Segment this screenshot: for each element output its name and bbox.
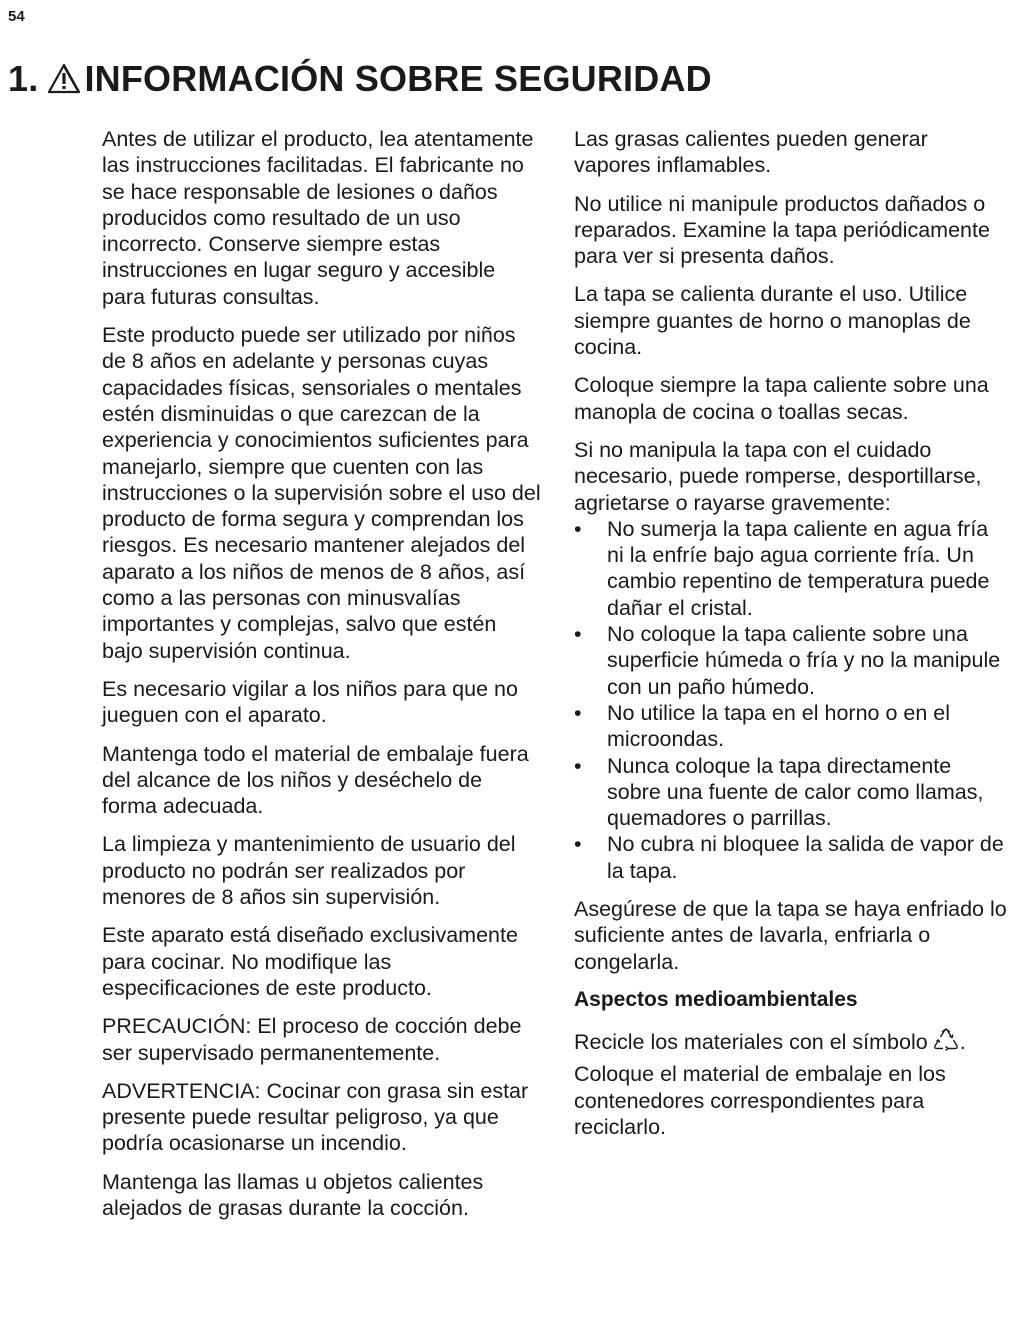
paragraph-cool-lid: Asegúrese de que la tapa se haya enfriado lo suficiente antes de lavarla, enfriarla o congelarla. — [574, 897, 1007, 974]
paragraph-packaging: Mantenga todo el material de embalaje fuera del alcance de los niños y deséchelo de forma adecuada. — [102, 741, 529, 819]
recycle-text-start: Recicle los materiales con el símbolo — [574, 1029, 928, 1054]
paragraph-hot-grease: Las grasas calientes pueden generar vapores inflamables. — [574, 127, 928, 178]
lid-care-list — [574, 516, 1010, 884]
section-title — [8, 58, 712, 100]
list-item: • Nunca coloque la tapa directamente sobre una fuente de calor como llamas, quemadores o parrillas. — [574, 753, 1010, 832]
paragraph-recycle — [574, 1027, 1010, 1140]
paragraph-place-lid: Coloque siempre la tapa caliente sobre una manopla de cocina o toallas secas. — [574, 373, 989, 424]
paragraph-caution: PRECAUCIÓN: El proceso de cocción debe ser supervisado permanentemente. — [102, 1014, 522, 1065]
list-item: • No cubra ni bloquee la salida de vapor de la tapa. — [574, 831, 1010, 884]
page-number: 54 — [8, 8, 25, 25]
right-column — [574, 126, 1010, 1152]
section-number: 1. — [8, 58, 39, 99]
paragraph-lid-heats: La tapa se calienta durante el uso. Utilice siempre guantes de horno o manoplas de cocina. — [574, 282, 971, 360]
paragraph-warning: ADVERTENCIA: Cocinar con grasa sin estar presente puede resultar peligroso, ya que podría ocasionarse un incendio. — [102, 1078, 529, 1156]
list-item: • No coloque la tapa caliente sobre una superficie húmeda o fría y no la manipule con un paño húmedo. — [574, 621, 1010, 700]
paragraph-supervise-children: Es necesario vigilar a los niños para que no jueguen con el aparato. — [102, 676, 518, 728]
paragraph-read-instructions: Antes de utilizar el producto, lea atentamente las instrucciones facilitadas. El fabricante no se hace responsable de lesiones o daños producidos como resultado de un uso incorrecto. Conserve siempre estas instrucciones en lugar seguro y accesible para futuras consultas. — [102, 127, 534, 309]
paragraph-damaged-products: No utilice ni manipule productos dañados o reparados. Examine la tapa periódicamente para ver si presenta daños. — [574, 191, 990, 269]
paragraph-flames: Mantenga las llamas u objetos calientes alejados de grasas durante la cocción. — [102, 1169, 484, 1220]
list-item: • No utilice la tapa en el horno o en el microondas. — [574, 700, 1010, 753]
left-column — [102, 126, 542, 1233]
list-item: • No sumerja la tapa caliente en agua fría ni la enfríe bajo agua corriente fría. Un cambio repentino de temperatura puede dañar el cristal. — [574, 516, 1010, 621]
section-title-text: INFORMACIÓN SOBRE SEGURIDAD — [84, 58, 712, 99]
paragraph-handle-care: Si no manipula la tapa con el cuidado necesario, puede romperse, desportillarse, agrietarse o rayarse gravemente: — [574, 437, 982, 515]
recycle-icon — [932, 1027, 960, 1061]
warning-triangle-icon — [46, 61, 82, 97]
recycle-text-end: . Coloque el material de embalaje en los contenedores correspondientes para reciclarlo. — [574, 1029, 966, 1139]
environment-heading: Aspectos medioambientales — [574, 987, 858, 1011]
paragraph-designed-for-cooking: Este aparato está diseñado exclusivamente para cocinar. No modifique las especificaciones de este producto. — [102, 923, 518, 1000]
paragraph-children-use: Este producto puede ser utilizado por niños de 8 años en adelante y personas cuyas capacidades físicas, sensoriales o mentales estén disminuidas o que carezcan de la experiencia y conocimientos suficientes para manejarlo, siempre que cuenten con las instrucciones o la supervisión sobre el uso del producto de forma segura y comprendan los riesgos. Es necesario mantener alejados del aparato a los niños de menos de 8 años, así como a las personas con minusvalías importantes y complejas, salvo que estén bajo supervisión continua. — [102, 323, 541, 663]
paragraph-cleaning: La limpieza y mantenimiento de usuario del producto no podrán ser realizados por menores de 8 años sin supervisión. — [102, 832, 516, 910]
